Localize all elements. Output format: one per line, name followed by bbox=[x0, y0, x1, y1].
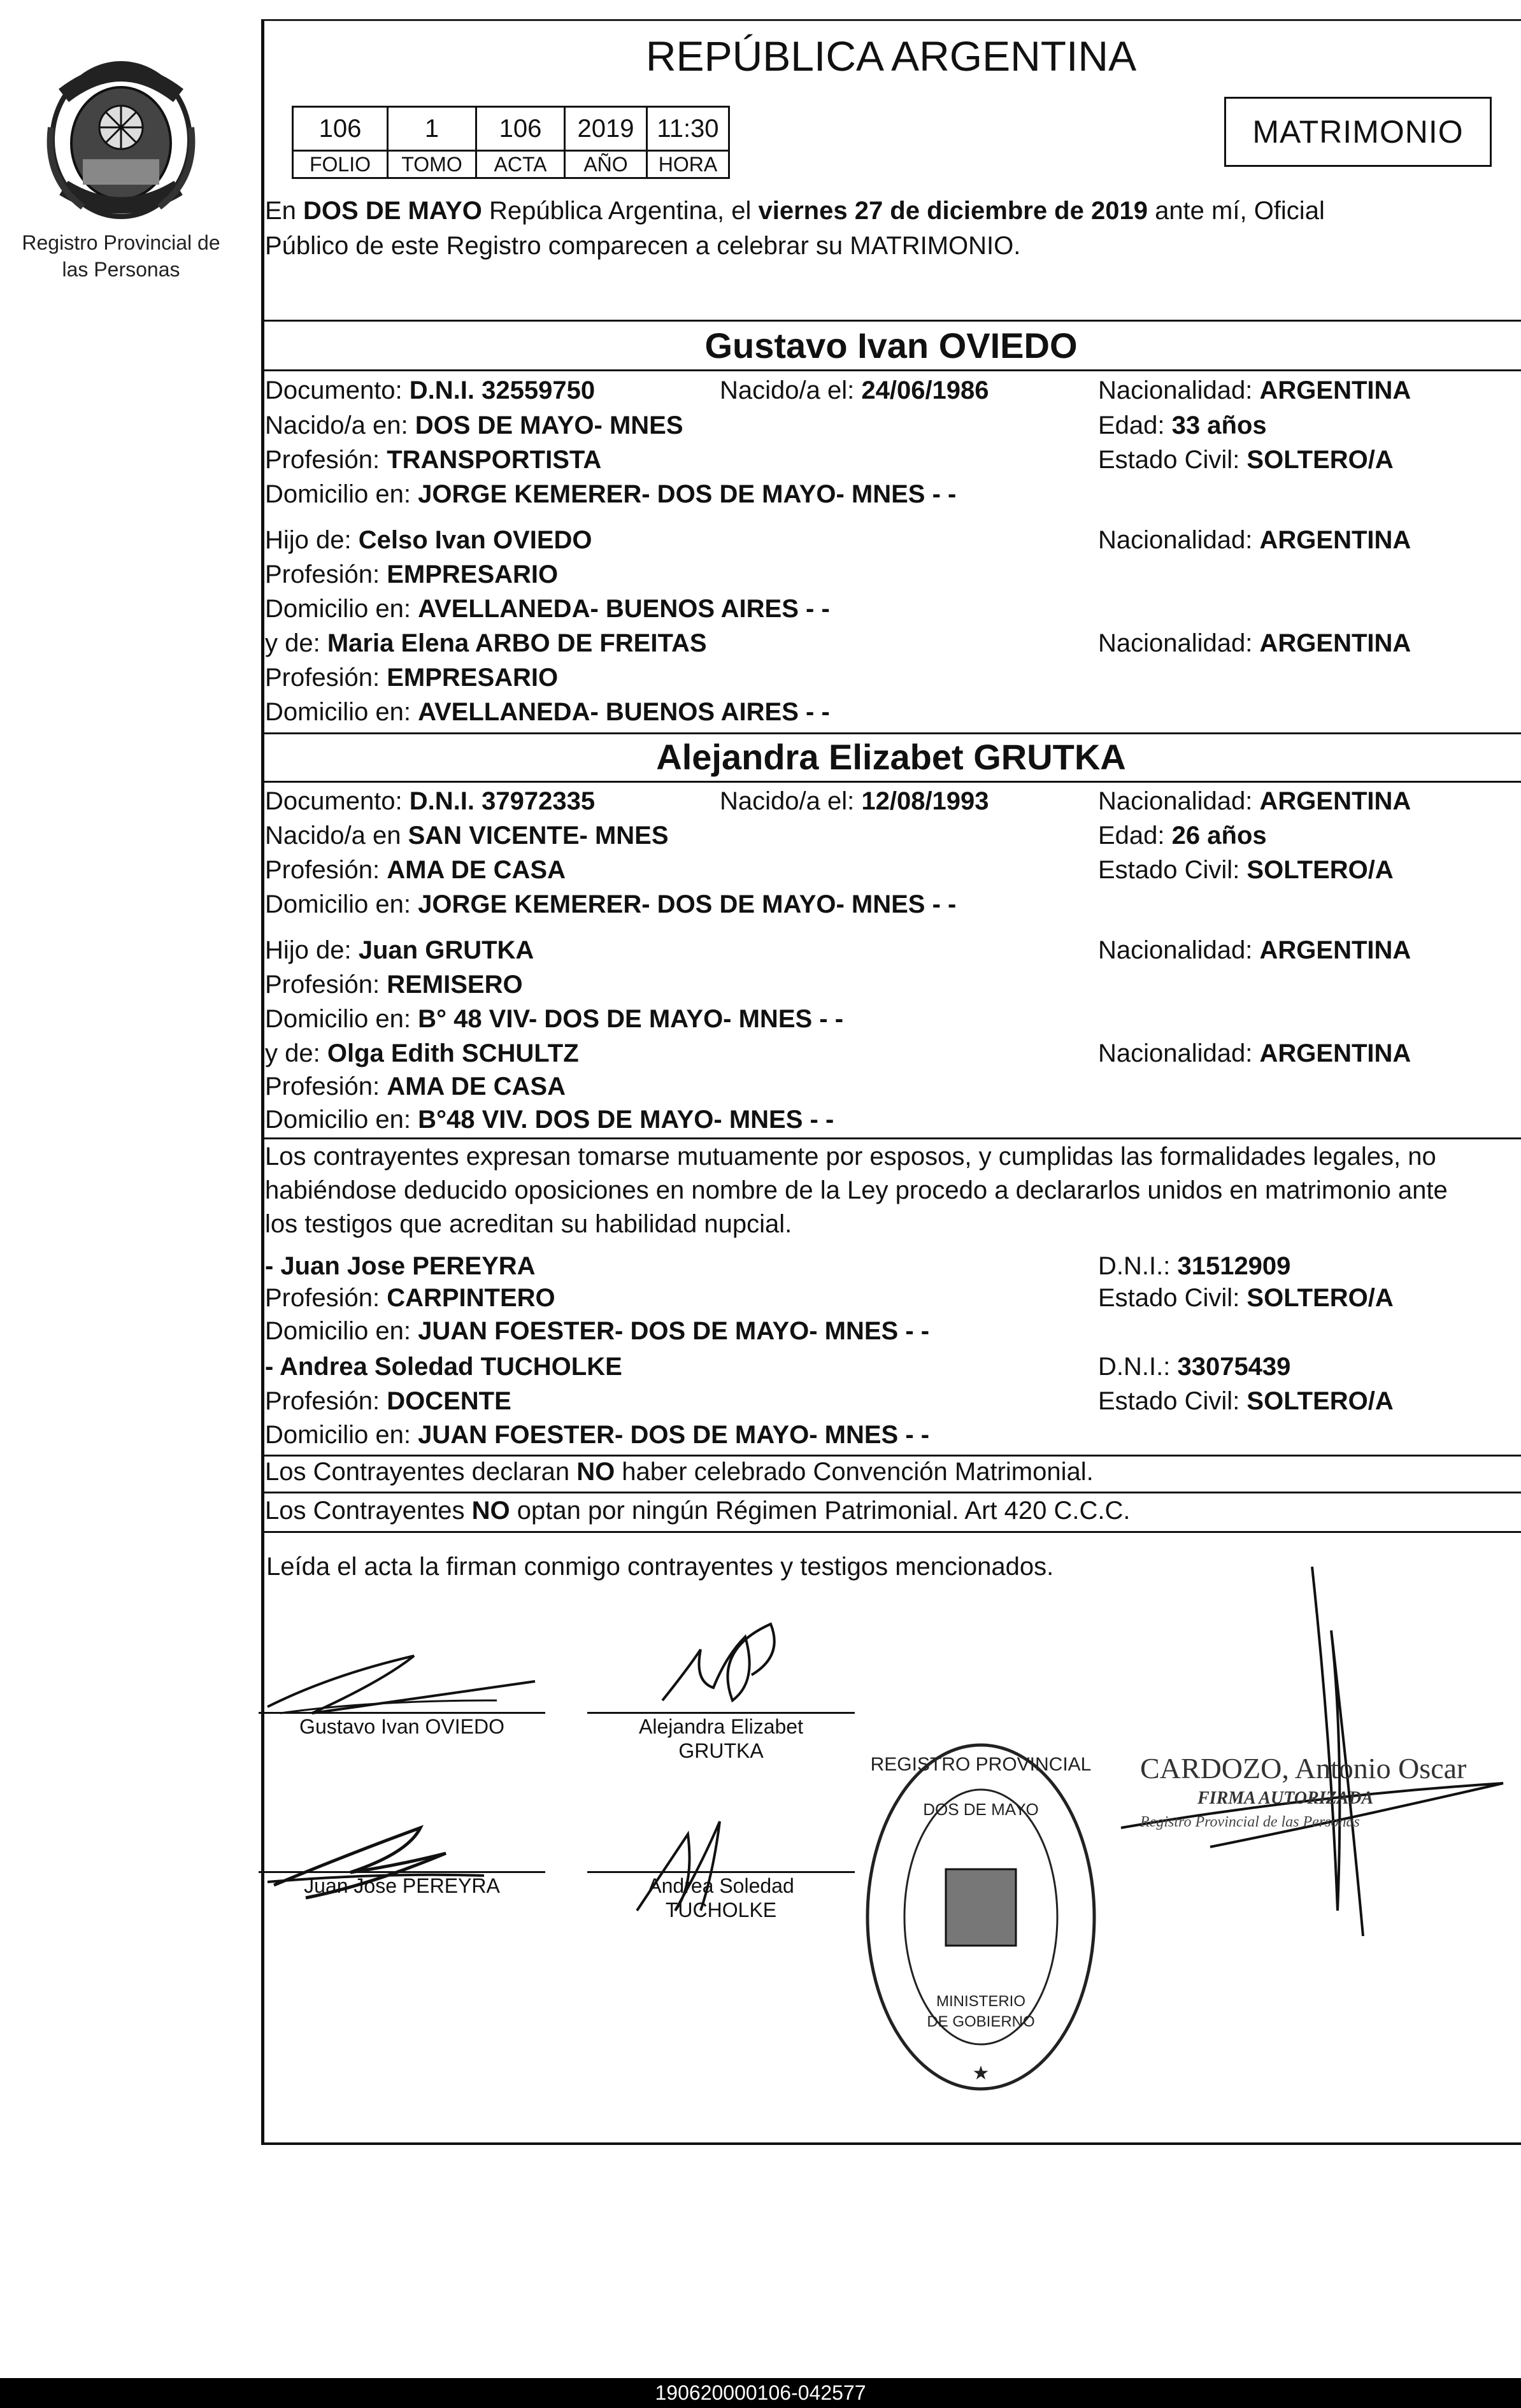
spouse2-father-profession: Profesión: REMISERO bbox=[265, 971, 523, 999]
divider bbox=[261, 1137, 1521, 1139]
witness1-name: - Juan Jose PEREYRA bbox=[265, 1252, 536, 1280]
svg-text:REGISTRO PROVINCIAL: REGISTRO PROVINCIAL bbox=[870, 1754, 1092, 1775]
official-org-stamp: Registro Provincial de las Personas bbox=[1140, 1814, 1360, 1830]
spouse2-mother-nationality: Nacionalidad: ARGENTINA bbox=[1098, 1039, 1411, 1067]
spouse1-father-nationality: Nacionalidad: ARGENTINA bbox=[1098, 526, 1411, 554]
regime-statement: Los Contrayentes NO optan por ningún Régimen Patrimonial. Art 420 C.C.C. bbox=[265, 1497, 1131, 1525]
intro-line2: Público de este Registro comparecen a celebrar su MATRIMONIO. bbox=[265, 232, 1021, 260]
svg-text:★: ★ bbox=[972, 2063, 990, 2084]
signature-spouse1: Gustavo Ivan OVIEDO bbox=[299, 1715, 504, 1738]
act-type-box: MATRIMONIO bbox=[1224, 97, 1492, 167]
spouse1-mother-nationality: Nacionalidad: ARGENTINA bbox=[1098, 629, 1411, 657]
tomo-value: 1 bbox=[388, 107, 476, 151]
province-logo bbox=[25, 51, 217, 226]
witness1-dni: D.N.I.: 31512909 bbox=[1098, 1252, 1291, 1280]
folio-value: 106 bbox=[293, 107, 388, 151]
spouse1-profession: Profesión: TRANSPORTISTA bbox=[265, 446, 602, 474]
signature-witness1: Juan Jose PEREYRA bbox=[304, 1874, 500, 1897]
document-code: 190620000106-042577 bbox=[0, 2378, 1521, 2408]
witness1-profession: Profesión: CARPINTERO bbox=[265, 1284, 555, 1312]
divider bbox=[261, 781, 1521, 783]
signature-line bbox=[259, 1871, 545, 1873]
year-value: 2019 bbox=[565, 107, 647, 151]
spouse2-civil-status: Estado Civil: SOLTERO/A bbox=[1098, 856, 1394, 884]
spouse2-father-address: Domicilio en: B° 48 VIV- DOS DE MAYO- MNES - - bbox=[265, 1005, 844, 1033]
signature-witness2-line2: TUCHOLKE bbox=[665, 1899, 777, 1921]
intro-line1: En DOS DE MAYO República Argentina, el viernes 27 de diciembre de 2019 ante mí, Oficial bbox=[265, 197, 1325, 225]
signature-line bbox=[259, 1712, 545, 1714]
declaration-line2: habiéndose deducido oposiciones en nombre de la Ley procedo a declararlos unidos en matrimonio ante bbox=[265, 1176, 1448, 1204]
official-role-stamp: FIRMA AUTORIZADA bbox=[1197, 1788, 1374, 1808]
spouse1-mother-profession: Profesión: EMPRESARIO bbox=[265, 664, 559, 692]
folio-label: FOLIO bbox=[293, 151, 388, 178]
witness1-civil-status: Estado Civil: SOLTERO/A bbox=[1098, 1284, 1394, 1312]
country-title: REPÚBLICA ARGENTINA bbox=[645, 32, 1137, 80]
hour-label: HORA bbox=[647, 151, 729, 178]
spouse1-name: Gustavo Ivan OVIEDO bbox=[704, 325, 1078, 366]
witness2-name: - Andrea Soledad TUCHOLKE bbox=[265, 1353, 622, 1381]
spouse1-father: Hijo de: Celso Ivan OVIEDO bbox=[265, 526, 592, 554]
divider bbox=[261, 732, 1521, 734]
record-table bbox=[292, 106, 730, 179]
closing-statement: Leída el acta la firman conmigo contrayentes y testigos mencionados. bbox=[266, 1553, 1054, 1581]
spouse2-name: Alejandra Elizabet GRUTKA bbox=[656, 737, 1126, 777]
signature-spouse2-line1: Alejandra Elizabet bbox=[639, 1715, 803, 1738]
divider bbox=[261, 1531, 1521, 1533]
witness2-profession: Profesión: DOCENTE bbox=[265, 1387, 511, 1415]
spouse2-mother-profession: Profesión: AMA DE CASA bbox=[265, 1072, 566, 1101]
signature-line bbox=[587, 1712, 855, 1714]
spouse2-profession: Profesión: AMA DE CASA bbox=[265, 856, 566, 884]
spouse1-birthplace: Nacido/a en: DOS DE MAYO- MNES bbox=[265, 411, 683, 439]
spouse2-address: Domicilio en: JORGE KEMERER- DOS DE MAYO- MNES - - bbox=[265, 890, 957, 918]
spouse2-age: Edad: 26 años bbox=[1098, 822, 1267, 850]
witness2-civil-status: Estado Civil: SOLTERO/A bbox=[1098, 1387, 1394, 1415]
spouse2-nationality: Nacionalidad: ARGENTINA bbox=[1098, 787, 1411, 815]
spouse2-father: Hijo de: Juan GRUTKA bbox=[265, 936, 534, 964]
spouse1-address: Domicilio en: JORGE KEMERER- DOS DE MAYO- MNES - - bbox=[265, 480, 957, 508]
spouse1-mother: y de: Maria Elena ARBO DE FREITAS bbox=[265, 629, 707, 657]
svg-text:MINISTERIO: MINISTERIO bbox=[936, 1993, 1026, 2010]
spouse2-mother: y de: Olga Edith SCHULTZ bbox=[265, 1039, 579, 1067]
tomo-label: TOMO bbox=[388, 151, 476, 178]
witness2-dni: D.N.I.: 33075439 bbox=[1098, 1353, 1291, 1381]
spouse2-birthdate: Nacido/a el: 12/08/1993 bbox=[720, 787, 989, 815]
witness2-address: Domicilio en: JUAN FOESTER- DOS DE MAYO- MNES - - bbox=[265, 1421, 930, 1449]
spouse2-birthplace: Nacido/a en SAN VICENTE- MNES bbox=[265, 822, 669, 850]
declaration-line3: los testigos que acreditan su habilidad nupcial. bbox=[265, 1210, 792, 1238]
convention-statement: Los Contrayentes declaran NO haber celebrado Convención Matrimonial. bbox=[265, 1458, 1094, 1486]
declaration-line1: Los contrayentes expresan tomarse mutuamente por esposos, y cumplidas las formalidades legales, no bbox=[265, 1143, 1436, 1171]
acta-label: ACTA bbox=[476, 151, 565, 178]
svg-text:DE GOBIERNO: DE GOBIERNO bbox=[927, 2013, 1035, 2030]
misiones-crest-icon bbox=[38, 51, 204, 223]
svg-text:DOS DE MAYO: DOS DE MAYO bbox=[923, 1800, 1039, 1819]
year-label: AÑO bbox=[565, 151, 647, 178]
spouse2-document: Documento: D.N.I. 37972335 bbox=[265, 787, 596, 815]
spouse1-nationality: Nacionalidad: ARGENTINA bbox=[1098, 376, 1411, 404]
spouse1-civil-status: Estado Civil: SOLTERO/A bbox=[1098, 446, 1394, 474]
spouse2-father-nationality: Nacionalidad: ARGENTINA bbox=[1098, 936, 1411, 964]
spouse1-age: Edad: 33 años bbox=[1098, 411, 1267, 439]
signature-spouse2-line2: GRUTKA bbox=[678, 1739, 764, 1762]
spouse1-document: Documento: D.N.I. 32559750 bbox=[265, 376, 596, 404]
spouse1-father-profession: Profesión: EMPRESARIO bbox=[265, 560, 559, 588]
divider bbox=[261, 369, 1521, 371]
spouse1-mother-address: Domicilio en: AVELLANEDA- BUENOS AIRES - - bbox=[265, 698, 830, 726]
hour-value: 11:30 bbox=[647, 107, 729, 151]
signature-line bbox=[587, 1871, 855, 1873]
spouse1-birthdate: Nacido/a el: 24/06/1986 bbox=[720, 376, 989, 404]
divider bbox=[261, 320, 1521, 322]
official-name-stamp: CARDOZO, Antonio Oscar bbox=[1140, 1752, 1467, 1785]
divider bbox=[261, 1492, 1521, 1493]
witness1-address: Domicilio en: JUAN FOESTER- DOS DE MAYO- MNES - - bbox=[265, 1317, 930, 1345]
spouse1-father-address: Domicilio en: AVELLANEDA- BUENOS AIRES - - bbox=[265, 595, 830, 623]
official-seal bbox=[860, 1732, 1102, 2102]
signature-witness2-line1: Andrea Soledad bbox=[648, 1874, 794, 1897]
acta-value: 106 bbox=[476, 107, 565, 151]
spouse2-mother-address: Domicilio en: B°48 VIV. DOS DE MAYO- MNES - - bbox=[265, 1106, 834, 1134]
registry-label: Registro Provincial de las Personas bbox=[22, 231, 220, 281]
